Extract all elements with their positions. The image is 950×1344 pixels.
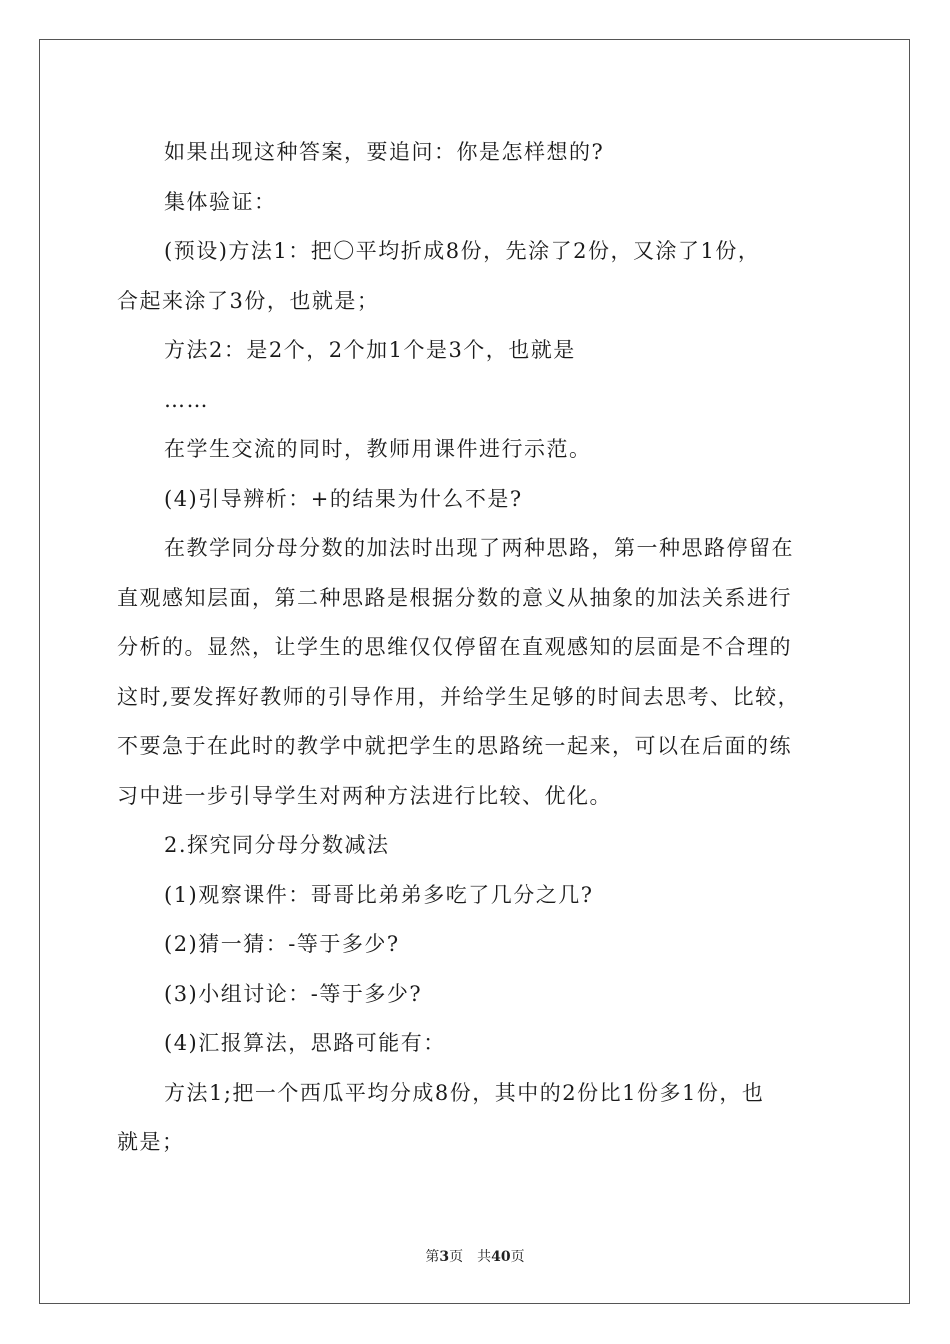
paragraph-line: 这时,要发挥好教师的引导作用，并给学生足够的时间去思考、比较， [117, 684, 801, 709]
paragraph-line: (预设)方法1：把〇平均折成8份，先涂了2份，又涂了1份， [164, 239, 761, 263]
paragraph-line: 直观感知层面，第二种思路是根据分数的意义从抽象的加法关系进行 [117, 585, 792, 610]
footer-total-pages: 40 [491, 1249, 511, 1265]
paragraph-line: (3)小组讨论：-等于多少? [164, 981, 423, 1006]
paragraph-line: (4)汇报算法，思路可能有： [164, 1031, 446, 1055]
paragraph-line: 集体验证： [164, 189, 277, 214]
paragraph-line: 在学生交流的同时，教师用课件进行示范。 [164, 437, 592, 461]
footer-page-number: 3 [439, 1249, 450, 1265]
paragraph-line: 分析的。显然，让学生的思维仅仅停留在直观感知的层面是不合理的 [117, 635, 792, 659]
paragraph-line: (2)猜一猜：-等于多少? [164, 932, 400, 956]
page-footer [0, 1248, 950, 1266]
paragraph-line: 如果出现这种答案，要追问：你是怎样想的? [164, 140, 605, 164]
paragraph-line: (1)观察课件：哥哥比弟弟多吃了几分之几? [164, 882, 594, 907]
footer-page-prefix: 第 [425, 1249, 440, 1265]
paragraph-line: 不要急于在此时的教学中就把学生的思路统一起来，可以在后面的练 [117, 734, 792, 758]
document-body [117, 128, 837, 1168]
paragraph-line: 在教学同分母分数的加法时出现了两种思路，第一种思路停留在 [164, 536, 794, 560]
paragraph-line: 方法1;把一个西瓜平均分成8份，其中的2份比1份多1份，也 [164, 1080, 765, 1105]
paragraph-line: …… [164, 387, 209, 412]
paragraph-line: 习中进一步引导学生对两种方法进行比较、优化。 [117, 783, 612, 808]
paragraph-line: (4)引导辨析：+的结果为什么不是? [164, 486, 523, 511]
paragraph-line: 合起来涂了3份，也就是； [117, 288, 380, 313]
paragraph-line: 方法2：是2个，2个加1个是3个，也就是 [164, 338, 576, 362]
footer-page-suffix: 页 [449, 1249, 464, 1265]
paragraph-line: 就是； [117, 1130, 185, 1154]
paragraph-line: 2.探究同分母分数减法 [164, 833, 390, 857]
footer-total-prefix: 共 [477, 1249, 492, 1265]
footer-total-suffix: 页 [510, 1249, 525, 1265]
